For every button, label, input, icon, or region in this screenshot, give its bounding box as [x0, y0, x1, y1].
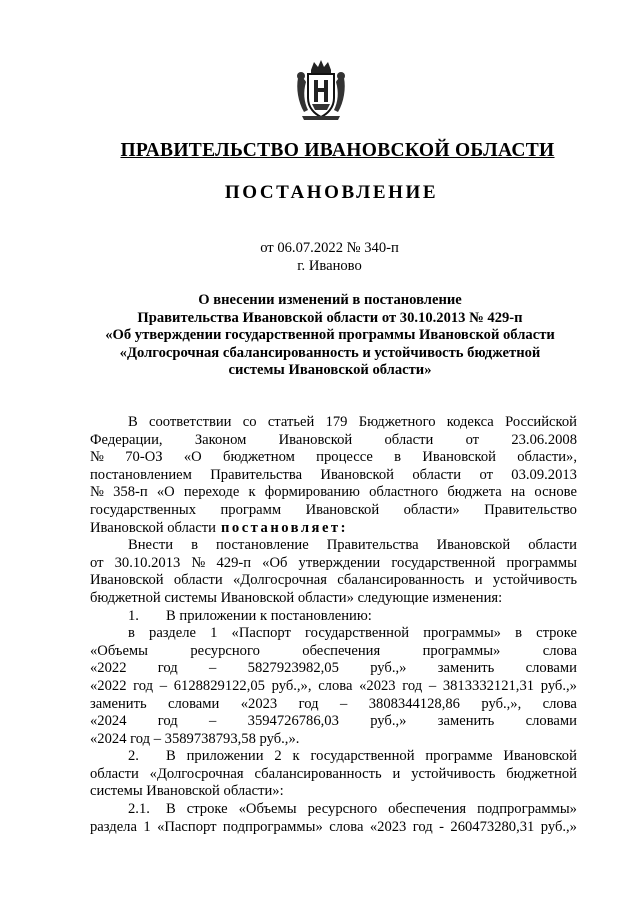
word: 3808344128,86 [368, 695, 460, 712]
body-line [90, 713, 577, 731]
word: «2022 [90, 660, 127, 677]
word: № [191, 554, 206, 571]
word: «2023 [240, 695, 278, 712]
word: подпрограммы» [222, 818, 323, 835]
word: 30.10.2013 [114, 554, 181, 571]
word: и [474, 572, 483, 589]
body-line [90, 432, 577, 450]
word: утверждении [298, 554, 381, 571]
word: № [90, 449, 104, 466]
subject-line: Правительства Ивановской области от 30.10.2013 № 429-п [137, 309, 523, 326]
word: В [166, 801, 176, 818]
word: руб.,», [271, 677, 312, 694]
item-number: 2.1. [128, 801, 150, 818]
body-line [90, 660, 577, 678]
word: Ивановской [278, 431, 353, 448]
word: областного [369, 484, 439, 501]
word: процессе [316, 449, 373, 466]
document-body [90, 414, 577, 836]
word: – [209, 660, 217, 677]
word: от [90, 554, 104, 571]
word: 5827923982,05 [247, 660, 339, 677]
word: «О [156, 484, 175, 501]
list-item-1 [90, 608, 577, 626]
word: программе [425, 748, 493, 765]
word: приложении [186, 748, 264, 765]
word: 260473280,31 [450, 818, 535, 835]
paragraph-amendment [90, 537, 577, 590]
word: области [90, 765, 139, 782]
list-item-2-1 [90, 801, 577, 819]
paragraph-preamble [90, 414, 577, 520]
word: Федерации, [90, 431, 163, 448]
body-line [90, 414, 577, 432]
word: год [412, 818, 433, 835]
body-line: бюджетной системы Ивановской области» следующие изменения: [90, 589, 503, 606]
word: ресурсного [190, 642, 260, 659]
word: раздела [90, 818, 137, 835]
word: и [392, 765, 401, 782]
subject-line: системы Ивановской области» [228, 362, 432, 378]
word: государственной [391, 554, 496, 571]
word: заменить [90, 695, 147, 712]
word: 1 [143, 818, 151, 835]
word: руб.,» [540, 818, 577, 835]
word: Законом [194, 431, 247, 448]
word: «Паспорт [157, 818, 217, 835]
body-line [90, 467, 577, 485]
word: области [384, 431, 434, 448]
word: статьей [267, 414, 315, 430]
word: в [128, 625, 135, 642]
body-line [90, 520, 577, 538]
word: формированию [264, 484, 360, 501]
word: Ивановской [305, 501, 380, 518]
word: год [298, 695, 319, 712]
word: заменить [437, 660, 495, 677]
word: 23.06.2008 [511, 431, 577, 448]
subject-line: О внесении изменений в постановление [198, 292, 462, 308]
word: области [173, 572, 223, 589]
word: «Долгосрочная [232, 572, 327, 589]
item-text [166, 801, 577, 819]
word: «Долгосрочная [149, 765, 244, 782]
word: «2022 [90, 677, 127, 694]
word: строке [536, 625, 577, 642]
word: Ивановской [320, 466, 394, 483]
word: переходе [183, 484, 240, 501]
word: год [133, 677, 154, 694]
item-number: 2. [128, 748, 139, 765]
word: 6128829122,05 [173, 677, 265, 694]
word: – [159, 677, 168, 694]
word: Правительства [210, 466, 303, 483]
word: на [510, 484, 526, 501]
word: Правительства [326, 537, 419, 554]
body-line [90, 819, 577, 837]
word: Правительство [484, 501, 577, 518]
word: В [128, 414, 138, 430]
word: Ивановской [436, 537, 511, 554]
word: «Объемы [238, 801, 297, 818]
body-line [90, 696, 577, 714]
subject-line: «Об утверждении государственной программы Ивановской области [105, 327, 555, 343]
word: постановлением [90, 466, 192, 483]
word: 358-п [113, 484, 148, 501]
date-and-number: от 06.07.2022 № 340-п [260, 240, 399, 256]
word: в [394, 449, 402, 466]
word: области» [403, 501, 460, 518]
word: программы» [423, 625, 501, 642]
word: сбалансированность [337, 572, 465, 589]
word: год [157, 713, 178, 730]
word: от [479, 466, 493, 483]
word: 2 [274, 748, 282, 765]
word: слова [542, 695, 577, 712]
word: слова [542, 642, 577, 659]
word: руб.,», [481, 695, 522, 712]
word: программы [506, 554, 577, 571]
document-subject [80, 292, 580, 380]
word: № [90, 484, 104, 501]
word: от [465, 431, 480, 448]
government-title: ПРАВИТЕЛЬСТВО ИВАНОВСКОЙ ОБЛАСТИ [120, 140, 555, 161]
word: 3594726786,03 [247, 713, 339, 730]
word: Российской [505, 414, 577, 430]
word: программ [220, 501, 282, 518]
word: соответствии [149, 414, 232, 430]
word: основе [534, 484, 577, 501]
coat-of-arms-icon [294, 58, 348, 122]
word: строке [186, 801, 228, 818]
body-line [90, 643, 577, 661]
word: – [340, 695, 348, 712]
word: Ивановской [503, 748, 577, 765]
word: руб.,» [370, 713, 407, 730]
body-line [90, 502, 577, 520]
body-line [90, 572, 577, 590]
body-text: Ивановской области [90, 519, 216, 536]
word: руб.,» [540, 677, 577, 694]
body-line [90, 766, 577, 784]
body-line: системы Ивановской области»: [90, 783, 284, 800]
word: словами [525, 713, 577, 730]
word: кодекса [446, 414, 494, 430]
subject-line: «Долгосрочная сбалансированность и устойчивость бюджетной [119, 344, 541, 361]
document-type: ПОСТАНОВЛЕНИЕ [224, 182, 439, 203]
word: в [191, 537, 198, 554]
word: «2023 [369, 818, 407, 835]
body-line [90, 537, 577, 555]
body-line [90, 678, 577, 696]
word: бюджетном [223, 449, 295, 466]
word: устойчивость [492, 572, 577, 589]
word: к [248, 484, 256, 501]
word: государственной [310, 748, 415, 765]
word: устойчивость [411, 765, 496, 782]
body-line [90, 555, 577, 573]
word: словами [525, 660, 577, 677]
word: – [428, 677, 437, 694]
word: 3813332121,31 [442, 677, 535, 694]
word: слова [318, 677, 353, 694]
word: 70-ОЗ [125, 449, 163, 466]
word: «О [183, 449, 202, 466]
word: руб.,» [370, 660, 407, 677]
paragraph-appendix-2 [90, 766, 577, 784]
body-line [90, 449, 577, 467]
word: год [157, 660, 178, 677]
word: государственных [90, 501, 197, 518]
word: области», [517, 449, 577, 466]
word: обеспечения [302, 642, 381, 659]
word: словами [168, 695, 220, 712]
item-text: В приложении к постановлению: [166, 607, 372, 624]
word: – [209, 713, 217, 730]
word: слова [329, 818, 364, 835]
word: Ивановской [422, 449, 496, 466]
word: подпрограммы» [477, 801, 577, 818]
word: области [412, 466, 462, 483]
word: 03.09.2013 [511, 466, 577, 483]
word: программы» [422, 642, 501, 659]
word: Бюджетного [358, 414, 436, 430]
word: ресурсного [307, 801, 378, 818]
word: Ивановской [90, 572, 164, 589]
list-item-2 [90, 748, 577, 766]
resolves-word: постановляет: [221, 519, 348, 536]
body-line [90, 625, 577, 643]
word: области [528, 537, 577, 554]
word: - [439, 818, 444, 835]
word: к [292, 748, 300, 765]
city: г. Иваново [297, 258, 362, 274]
word: год [402, 677, 423, 694]
word: «Паспорт [231, 625, 291, 642]
word: «Объемы [90, 642, 148, 659]
word: 1 [210, 625, 218, 642]
word: сбалансированность [254, 765, 382, 782]
word: 429-п [216, 554, 252, 571]
word: «2023 [359, 677, 396, 694]
word: «2024 [90, 713, 127, 730]
body-line [90, 484, 577, 502]
word: В [166, 748, 176, 765]
paragraph-subprogram [90, 819, 577, 837]
word: бюджета [447, 484, 502, 501]
word: государственной [305, 625, 410, 642]
word: Внести [128, 537, 174, 554]
word: со [242, 414, 257, 430]
word: постановление [216, 537, 309, 554]
word: «Об [262, 554, 288, 571]
word: бюджетной [506, 765, 577, 782]
item-number: 1. [128, 607, 139, 624]
word: обеспечения [388, 801, 467, 818]
body-line: «2024 год – 3589738793,58 руб.,». [90, 730, 300, 747]
item-text [166, 748, 577, 766]
word: 179 [325, 414, 348, 430]
word: в [515, 625, 522, 642]
paragraph-section-1 [90, 625, 577, 731]
word: заменить [437, 713, 495, 730]
word: разделе [149, 625, 196, 642]
